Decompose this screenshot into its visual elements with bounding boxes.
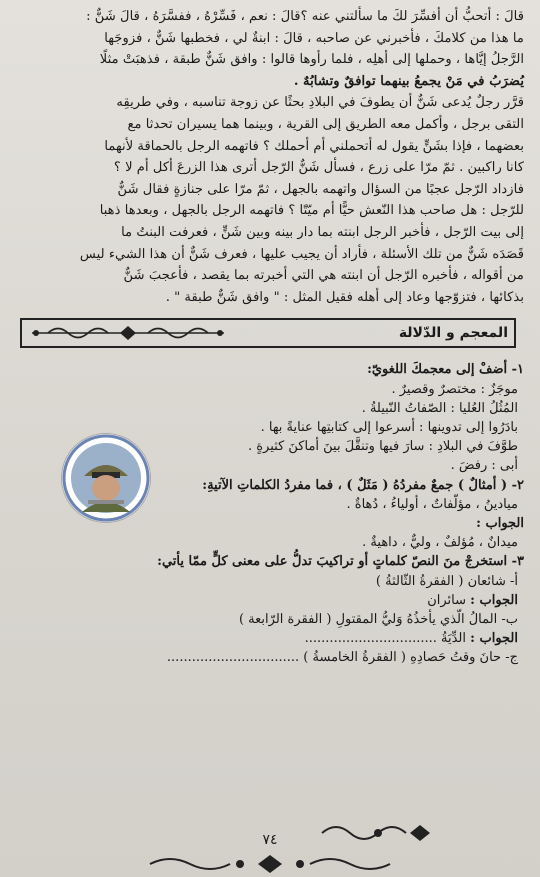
- question-3a: أ- شائعان ( الفقرةُ الثّالثةُ ): [375, 573, 518, 589]
- portrait-photo: [62, 434, 150, 522]
- answer-label: الجواب :: [470, 592, 518, 608]
- answer-text: الدِّيَةُ: [441, 631, 466, 647]
- question-2-words: ميادينُ ، مؤلّفاتٌ ، أولياءُ ، دُهاةٌ .: [346, 496, 518, 512]
- vocab-item: أبى : رفضَ .: [450, 458, 518, 474]
- question-3b: ب- المالُ الّذي يأخذُهُ وَليُّ المقتولِ ( الفقرة الرّابعة ): [238, 611, 518, 627]
- answer-text: سائران: [427, 592, 466, 608]
- story-line: بعضهما ، فإذا بشَنٍّ يقول له أتحملني أم أحملك ؟ فاتهمه الرجل بالحماقة لأنهما: [104, 138, 524, 154]
- question-3a-answer: [12, 591, 524, 610]
- question-3c-text: ج- حانَ وقتُ حَصادِهِ ( الفقرةُ الخامسةُ ): [303, 650, 518, 666]
- story-line: للرّجل : هل صاحب هذا النّعش حيًّا أم ميّتًا ؟ فاتهمه الرجل بالجهل ، وبعدها ذهبا: [99, 203, 524, 219]
- vocab-item: طوَّفَ في البلادِ : سارَ فيها وتنقَّلَ بينَ أماكنَ كثيرةٍ .: [247, 439, 518, 455]
- question-2-answer: ميدانٌ ، مُؤلفٌ ، وليٌّ ، داهيةٌ .: [362, 535, 518, 551]
- story-text: [12, 6, 524, 308]
- answer-label: الجواب :: [470, 631, 518, 647]
- story-line: قالَ : أتحبُّ أن أفسِّرَ لكَ ما سألتني عنه ؟قالَ : نعم ، فَسِّرْهُ ، ففسَّرَهُ ، قالَ شَنٌّ :: [86, 9, 524, 24]
- story-line: التقى برجل ، وأكمل معه الطريق إلى القرية ، وبينما هما يسيران تحدثا مع: [127, 116, 524, 132]
- story-line: قرَّر رجلٌ يُدعى شَنٌّ أن يطوفَ في البلادِ بحثًا عن زوجة تناسبه ، وفي طريقِه: [116, 95, 524, 111]
- story-line: الرَّجلُ إيَّاها ، وحملها إلى أهلِه ، فلما رأوها قالوا : وافق شَنٌّ طبقة ، فذهبَتْ مثلًا: [99, 52, 524, 68]
- question-3b-answer: [12, 629, 524, 648]
- answer-blank: ................................: [166, 650, 300, 666]
- vocab-item: موجَزٌ : مختصرٌ وقصيرٌ .: [391, 381, 518, 397]
- answer-blank: ................................: [304, 631, 437, 647]
- page-number: ٧٤: [262, 832, 278, 848]
- story-line: إلى بيت الرّجل ، فأخبر الرجل ابنته بما دار بينه وبين شَنٍّ ، فعرفت البنتُ ما: [121, 224, 524, 240]
- vocab-item: بادَرُوا إلى تدوينها : أسرعوا إلى كتابتِها عنايةً بها .: [260, 419, 518, 435]
- story-line: من أقواله ، فأخبره الرّجل أن ابنته هي التي أخبرته بما يقصد ، فأعجبَ شَنٌّ: [123, 268, 524, 284]
- vocab-item: المُثُلُ العُليا : الصّفاتُ النّبيلةُ .: [361, 400, 518, 416]
- section-header: [20, 318, 516, 348]
- story-line: ما هذا من كلامكَ ، فأخبرني عن صاحبه ، قالَ : ابنةٌ لي ، فخطبها شَنٌّ ، فزوجَها: [104, 30, 524, 46]
- answer-label: الجواب :: [476, 515, 524, 531]
- story-line: يُضرَبُ في مَنْ يجمعُ بينهما توافقٌ وتشابُهٌ .: [293, 73, 524, 89]
- floral-ornament-icon: [140, 852, 400, 876]
- story-line: كانا راكبين . ثمّ مرّا على زرع ، فسأل شَنٌّ الرّجل أترى هذا الزرعَ أكل أم لا ؟: [113, 160, 524, 176]
- portrait-image-icon: [62, 434, 150, 522]
- question-3c: [12, 648, 524, 667]
- question-3: ٣- استخرجْ منَ النصّ كلماتٍ أو تراكيبَ تدلُّ على معنى كلٍّ ممّا يأتي:: [157, 554, 524, 570]
- story-line: بذكائها ، فتزوّجها وعاد إلى أهله فقيل المثل : " وافق شَنٌّ طبقة " .: [165, 289, 524, 305]
- question-1: ١- أضفْ إلى معجمكَ اللغويّ:: [367, 362, 524, 378]
- section-title: المعجم و الدّلالة: [398, 325, 508, 342]
- scroll-ornament-icon: [28, 323, 228, 343]
- story-line: قَصَدَه شَنٌّ من تلك الأسئلة ، فأراد أن يجيب عليها ، فعرف شَنٌّ أن هذا الشيء ليس: [79, 246, 524, 262]
- question-2: ٢- ( أمثالٌ ) جمعٌ مفردُهُ ( مَثَلٌ ) ، فما مفردُ الكلماتِ الآتيةِ:: [202, 477, 524, 493]
- story-line: فازداد الرّجل عجبًا من السؤال واتهمه بالجهل ، ثمّ مرّا على جنازةٍ فقال شَنٌّ: [117, 181, 524, 197]
